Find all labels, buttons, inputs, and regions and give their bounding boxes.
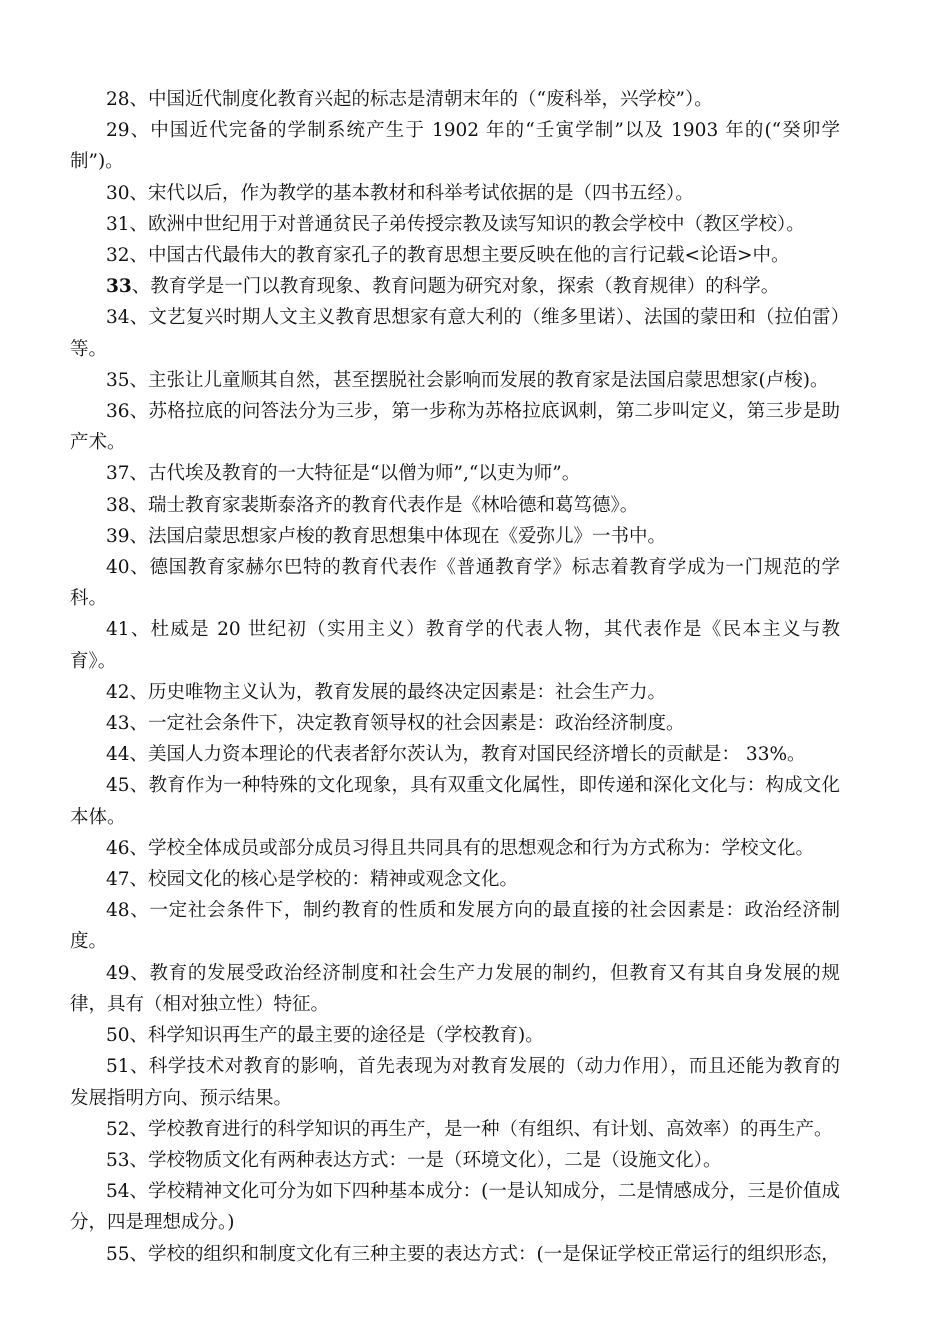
item-text: 、文艺复兴时期人文主义教育思想家有意大利的（维多里诺）、法国的蒙田和（拉伯雷）等。 [70,307,840,360]
item-number: 44 [106,744,130,766]
item-text: 、教育学是一门以教育现象、教育问题为研究对象，探索（教育规律）的科学。 [131,276,780,298]
item-text: 、教育作为一种特殊的文化现象，具有双重文化属性，即传递和深化文化与：构成文化本体。 [70,775,840,828]
question-item [70,396,840,458]
item-number: 36 [106,401,130,423]
item-number: 48 [106,900,130,922]
question-item [70,84,840,115]
item-number: 37 [106,463,130,485]
item-text: 、学校教育进行的科学知识的再生产，是一种（有组织、有计划、高效率）的再生产。 [129,1118,833,1140]
item-number: 35 [106,369,130,391]
item-text: 、学校精神文化可分为如下四种基本成分：(一是认知成分，二是情感成分，三是价值成分，四是理想成分。) [70,1181,840,1234]
item-text: 、校园文化的核心是学校的：精神或观念文化。 [129,869,519,891]
item-number: 47 [106,869,130,891]
question-item [70,895,840,957]
question-item [70,1020,840,1051]
item-text: 、杜威是 20 世纪初（实用主义）教育学的代表人物，其代表作是《民本主义与教育》。 [70,619,840,672]
question-item [70,302,840,364]
item-number: 50 [106,1025,130,1047]
question-item [70,521,840,552]
item-text: 、一定社会条件下，决定教育领导权的社会因素是：政治经济制度。 [129,713,685,735]
question-item [70,1176,840,1238]
question-item [70,770,840,832]
item-number: 54 [106,1181,130,1203]
question-item [70,115,840,177]
item-text: 、美国人力资本理论的代表者舒尔茨认为，教育对国民经济增长的贡献是： 33%。 [129,744,806,766]
item-text: 、教育的发展受政治经济制度和社会生产力发展的制约，但教育又有其自身发展的规律，具有（相对独立性）特征。 [70,962,840,1015]
item-number: 42 [106,681,130,703]
question-item [70,677,840,708]
item-number: 45 [106,775,130,797]
question-item [70,178,840,209]
item-text: 、科学知识再生产的最主要的途径是（学校教育)。 [129,1025,544,1047]
item-number: 34 [106,307,130,329]
item-text: 、主张让儿童顺其自然，甚至摆脱社会影响而发展的教育家是法国启蒙思想家(卢梭)。 [129,369,829,391]
document-body [70,84,840,1270]
item-number: 40 [106,557,130,579]
item-number: 31 [106,213,130,235]
question-item [70,958,840,1020]
item-text: 、学校的组织和制度文化有三种主要的表达方式：(一是保证学校正常运行的组织形态， [129,1243,840,1265]
question-item [70,458,840,489]
item-text: 、法国启蒙思想家卢梭的教育思想集中体现在《爱弥儿》一书中。 [129,525,667,547]
item-number: 30 [106,182,130,204]
item-text: 、科学技术对教育的影响，首先表现为对教育发展的（动力作用），而且还能为教育的发展指明方向、预示结果。 [70,1056,840,1109]
question-item [70,1145,840,1176]
question-item [70,708,840,739]
question-item [70,552,840,614]
item-number: 53 [106,1149,130,1171]
item-number: 32 [106,245,130,267]
question-item [70,614,840,676]
question-item [70,1051,840,1113]
item-text: 、瑞士教育家裴斯泰洛齐的教育代表作是《林哈德和葛笃德》。 [129,494,639,516]
item-number: 28 [106,89,130,110]
question-item [70,1114,840,1145]
question-item [70,739,840,770]
item-text: 、古代埃及教育的一大特征是“以僧为师”,“以吏为师”。 [129,463,581,485]
item-number: 52 [106,1118,130,1140]
question-item [70,271,840,302]
item-text: 、中国近代完备的学制系统产生于 1902 年的“壬寅学制”以及 1903 年的(“癸卯学制”)。 [70,120,840,173]
item-number: 43 [106,713,130,735]
item-text: 、历史唯物主义认为，教育发展的最终决定因素是：社会生产力。 [129,681,667,703]
item-number: 51 [106,1056,130,1078]
question-item [70,240,840,271]
question-item [70,209,840,240]
item-number: 29 [106,120,130,142]
item-text: 、学校全体成员或部分成员习得且共同具有的思想观念和行为方式称为：学校文化。 [129,837,815,859]
item-text: 、苏格拉底的问答法分为三步，第一步称为苏格拉底讽刺，第二步叫定义，第三步是助产术。 [70,401,840,454]
item-number: 33 [106,276,132,298]
item-number: 55 [106,1243,130,1265]
item-number: 49 [106,962,130,984]
question-item [70,490,840,521]
item-number: 39 [106,525,130,547]
question-item [70,864,840,895]
item-number: 38 [106,494,130,516]
item-text: 、德国教育家赫尔巴特的教育代表作《普通教育学》标志着教育学成为一门规范的学科。 [70,557,840,610]
question-item [70,1239,840,1270]
item-text: 、一定社会条件下，制约教育的性质和发展方向的最直接的社会因素是：政治经济制度。 [70,900,840,953]
item-text: 、中国近代制度化教育兴起的标志是清朝末年的（“废科举，兴学校”）。 [129,89,713,110]
item-text: 、学校物质文化有两种表达方式：一是（环境文化），二是（设施文化）。 [129,1149,722,1171]
item-number: 41 [106,619,130,641]
question-item [70,833,840,864]
item-text: 、欧洲中世纪用于对普通贫民子弟传授宗教及读写知识的教会学校中（教区学校）。 [129,213,805,235]
item-text: 、宋代以后，作为教学的基本教材和科举考试依据的是（四书五经）。 [129,182,694,204]
item-text: 、中国古代最伟大的教育家孔子的教育思想主要反映在他的言行记载<论语>中。 [129,245,790,267]
question-item [70,365,840,396]
item-number: 46 [106,837,130,859]
